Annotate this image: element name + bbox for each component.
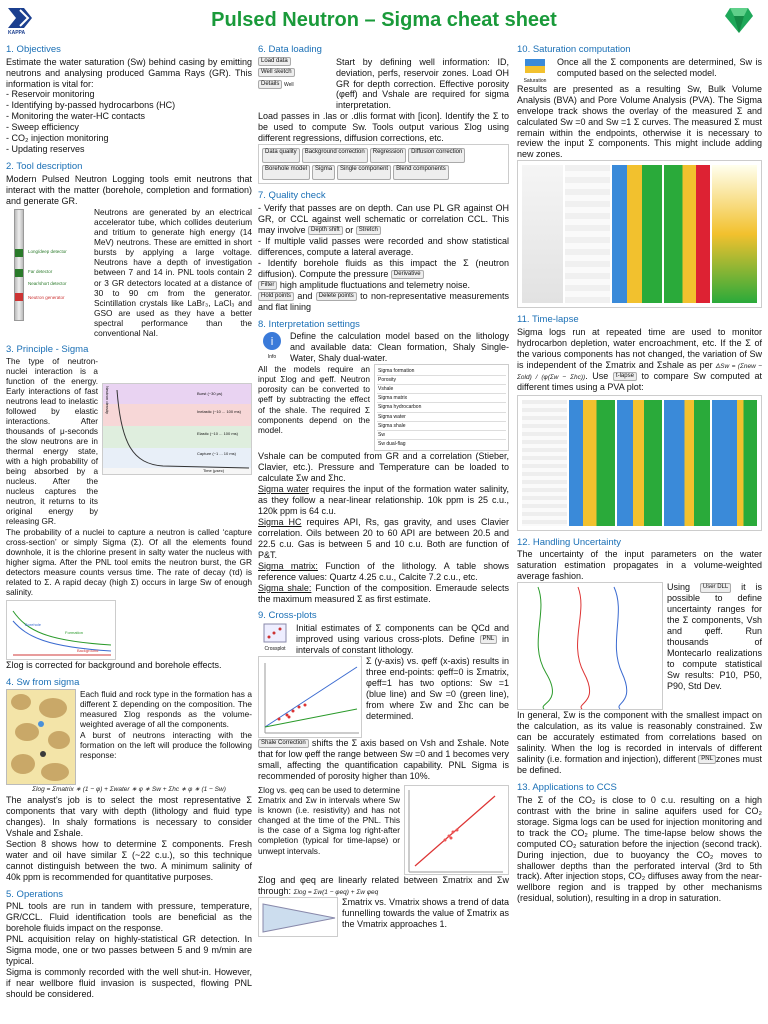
column-2 xyxy=(258,44,509,943)
paragraph: high amplitude fluctuations and telemetry noise. xyxy=(279,279,470,290)
well-sketch-button[interactable]: Well sketch xyxy=(258,68,295,77)
workflow-step: Single component xyxy=(337,165,391,180)
uncertainty-log-plot xyxy=(517,582,663,710)
crossplot-label: Crossplot xyxy=(264,646,286,653)
paragraph: shifts the Σ axis based on Vsh and Σshale. Note that for low φeff the range between Sw =0 and 1 becomes very small, affecting the quantification capability. PNL Sigma is recommended of porosity higher than 10%. xyxy=(258,737,509,781)
paragraph: Each fluid and rock type in the formation has a different Σ depending on the composition. The measured Σlog responds as the volume-weighted average of all the components. xyxy=(80,689,252,730)
bullet: - Sweep efficiency xyxy=(6,122,79,133)
depth-shift-button[interactable]: Depth shift xyxy=(308,226,343,235)
paragraph: Once all the Σ components are determined, Sw is computed based on the selected model. xyxy=(557,56,762,78)
sigma-log-equation: Σlog = Σmatrix ∗ (1 − φ) + Σwater ∗ φ ∗ Sw + Σhc ∗ φ ∗ (1 − Sw) xyxy=(32,786,226,794)
linear-equation: Σlog = Σw(1 − φeq) + Σw φeq xyxy=(293,888,379,896)
paragraph: - Identify borehole fluids as this impact the Σ (neutron diffusion). Compute the pressure xyxy=(258,257,509,279)
paragraph: Function of the composition. Emeraude selects the maximum measured Σ as first estimate. xyxy=(258,582,509,604)
connector-text: . Use xyxy=(585,370,609,381)
term: Sigma shale: xyxy=(258,582,312,593)
paragraph: PNL acquisition relay on highly-statistical GR detection. In Sigma mode, one or two passes between 5 and 9 m/min are typical. xyxy=(6,934,252,967)
section-heading: 13. Applications to CCS xyxy=(517,782,617,794)
neutron-density-chart xyxy=(102,383,252,475)
page-title: Pulsed Neutron – Sigma cheat sheet xyxy=(211,9,557,31)
paragraph: in intervals of constant lithology. xyxy=(296,634,509,655)
diagram-label: Neutron generator xyxy=(28,294,65,300)
connector-text: and xyxy=(297,290,313,301)
workflow-diagram xyxy=(258,144,509,184)
connector-text: Using xyxy=(667,582,691,593)
paragraph: PNL tools are run in tandem with pressure, temperature, GR/CCL. Fluid identification tools are beneficial as the borehole fluids impact on the response. xyxy=(6,901,252,934)
section-cross-plots xyxy=(258,610,509,936)
paragraph: Results are presented as a resulting Sw, Bulk Volume Analysis (BVA) and Pore Volume Analysis (PVA). The Sigma envelope track shows the overlay of the measured Σ and calculated Sw =0 and Sw =1 Σ curves. The measured Σ must remain within the endpoints, otherwise it is necessary to review the input Σ components. This might include adding new zones. xyxy=(517,83,762,160)
section-saturation-computation xyxy=(517,44,762,308)
bullet: - CO₂ injection monitoring xyxy=(6,133,109,144)
paragraph: zones must be defined. xyxy=(517,754,762,776)
chart-label: Background xyxy=(77,647,99,653)
paragraph: requires API, Rs, gas gravity, and uses Clavier correlation. Oils between 20 to 60 API are between 20.5 and 22.5 c.u. Gas is between 5 and 10 c.u. Both are function of P&T. xyxy=(258,516,510,560)
section-heading: 2. Tool description xyxy=(6,161,83,173)
section-heading: 10. Saturation computation xyxy=(517,44,631,55)
sigma-porosity-crossplot xyxy=(258,656,362,738)
time-lapse-pva-plot xyxy=(517,395,762,531)
paragraph: The type of neutron-nuclei interaction is a function of the energy. Early interactions of fast neutrons lead to inelastic followed by elastic interactions. After thousands of μ-seconds the slow neutrons are in thermal energy state, with a high probability of being absorbed by a nucleus. After the nucleus captures the neutron, it returns to its original energy by releasing GR. xyxy=(6,356,98,526)
tool-diagram xyxy=(6,207,90,325)
section-ccs xyxy=(517,782,762,904)
chart-label: Borehole xyxy=(25,621,42,627)
counts-vs-time-chart xyxy=(6,600,116,660)
paragraph: Σlog is corrected for background and borehole effects. xyxy=(6,659,222,670)
paragraph: Sigma is commonly recorded with the well shut-in. However, if near wellbore fluid invasion is suspected, flowing PNL should be considered. xyxy=(6,967,252,1000)
paragraph: Σmatrix vs. Vmatrix shows a trend of data funnelling towards the value of Σmatrix as the Vmatrix approaches 1. xyxy=(342,896,509,929)
settings-table xyxy=(374,364,509,451)
section-heading: 3. Principle - Sigma xyxy=(6,344,89,356)
paragraph: The uncertainty of the input parameters on the water saturation estimation propagates in a volume-weighted average fashion. xyxy=(517,549,762,582)
table-row: Sw xyxy=(377,431,506,440)
info-label: Info xyxy=(267,354,277,361)
term: Sigma water xyxy=(258,483,309,494)
decay-curve xyxy=(103,384,252,475)
connector-text: or xyxy=(345,224,354,235)
paragraph: Σlog vs. φeq can be used to determine Σmatrix and Σw in intervals where Sw is known (i.e. resistivity) and has not changed at the time of the PNL. This is the case of a Sigma log right-after completion (typical for time-lapse) or unwept intervals. xyxy=(258,784,400,856)
workflow-step: Data quality xyxy=(262,148,300,163)
column-3 xyxy=(517,44,762,910)
pnl-zones-button[interactable]: PNL xyxy=(698,755,716,764)
paragraph: The analyst’s job is to select the most representative Σ components that vary with depth (lithology and fluid type changes). In shaly formations is necessary to consider Vshale and Σshale. xyxy=(6,795,252,838)
chart-label: Time (μsec) xyxy=(203,467,225,473)
section-heading: 11. Time-lapse xyxy=(517,314,579,326)
section-heading: 1. Objectives xyxy=(6,44,61,55)
table-row: Sw dual-flag xyxy=(378,440,406,447)
paragraph: Load passes in .las or .dlis format with [icon]. Identify the Σ to be used to compute Sw. Tools output various Σlog using different regressions, diffusion corrections, etc. xyxy=(258,111,509,144)
section-interpretation-settings xyxy=(258,319,509,605)
section-handling-uncertainty xyxy=(517,537,762,776)
chart-label: Elastic (~10 ... 100 ms) xyxy=(197,430,239,436)
paragraph: Vshale can be computed from GR and a correlation (Stieber, Clavier, etc.). Pressure and Temperature can be loaded to calculate Σw and Σhc. xyxy=(258,450,509,483)
chart-label: Inelastic (~10 ... 100 ms) xyxy=(197,408,241,414)
section-sw-from-sigma xyxy=(6,677,252,883)
saturation-icon[interactable] xyxy=(523,57,547,75)
section-operations xyxy=(6,889,252,1000)
paragraph: The probability of a nuclei to capture a neutron is called ‘capture cross-section’ or simply Sigma (Σ). Of all the elements found downhole, it is the chlorine present in salty water the nucleus with higher sigma. After the PNL tool emits the neutron burst, the GR detectors measure counts versus time. The rate of decay (τd) is related to Σ. A rapid decay (high Σ) occurs in large Sw of enough salinity. xyxy=(6,526,252,598)
table-row: Porosity xyxy=(377,376,506,385)
stretch-button[interactable]: Stretch xyxy=(356,226,381,235)
header xyxy=(0,0,768,40)
section-time-lapse xyxy=(517,314,762,530)
filter-button[interactable]: Filter xyxy=(258,281,277,290)
paragraph: Σ (y-axis) vs. φeff (x-axis) results in three end-points: φeff=0 is Σmatrix, φeff=1 has two options: Sw =1 (blue line) and Sw =0 (green line), from where Σw and Σhc can be determined. xyxy=(366,655,509,721)
derivative-button[interactable]: Derivative xyxy=(391,270,424,279)
paragraph: to compare Sw computed at different times using a PVA plot: xyxy=(517,370,762,392)
paragraph: The Σ of the CO₂ is close to 0 c.u. resulting on a high contrast with the brine in saline aquifers used for CO₂ storage. Sigma logs can be used for injection monitoring and to track the CO₂ plume. The time-lapse below shows the computed CO₂ saturation before the injection (second track). During injection, due to buoyancy the CO₂ moves to shallower depths than the perforated interval (3rd to 5th track). After injection stops, CO₂ diffuses away from the near-wellbore region and is trapped by other mechanisms (residual, solution), resulting in a drop in saturation. xyxy=(517,794,762,904)
saturation-log-plot xyxy=(517,160,762,308)
section-heading: 12. Handling Uncertainty xyxy=(517,536,622,548)
paragraph: - If multiple valid passes were recorded and show statistical differences, compute a lateral average. xyxy=(258,235,509,257)
diagram-label: Far detector xyxy=(28,268,53,274)
section-heading: 6. Data loading xyxy=(258,44,322,55)
chart-label: Neutron density xyxy=(104,385,110,414)
matrix-funnel-crossplot xyxy=(258,897,338,937)
workflow-step: Diffusion correction xyxy=(408,148,465,163)
info-icon[interactable] xyxy=(262,331,282,351)
table-row: Vshale xyxy=(377,385,506,394)
paragraph: Neutrons are generated by an electrical accelerator tube, which collides deuterium and tritium to generate high energy (14 MeV) neutrons. These are emitted in short bursts by applying a large voltage. Neutrons have a depth of investigation between 7 and 14 in. PNL tools contain 2 or 3 GR detectors located at a distance of 30 to 90 cm from the generator. Scintillation crystals like LaBr₃, LaCl₃ and GSO are used as they have a better spectral performance than the conventional NaI. xyxy=(94,206,252,339)
paragraph: Modern Pulsed Neutron Logging tools emit neutrons that interact with the matter (borehole, completion and formation) and generate GR. xyxy=(6,173,252,206)
paragraph: A burst of neutrons interacting with the formation on the left will produce the following response: xyxy=(80,729,252,760)
chart-label: Capture (~1 ... 10 ms) xyxy=(197,450,237,456)
paragraph: Function of the lithology. A table shows reference values: Quartz 4.25 c.u., Calcite 7.2 c.u., etc. xyxy=(258,560,510,582)
section-quality-check xyxy=(258,190,509,312)
data-loading-toolbar xyxy=(258,57,332,112)
user-dll-button[interactable]: User DLL xyxy=(700,583,731,592)
table-row: Sigma formation xyxy=(377,367,506,376)
paragraph: Σlog and φeq are linearly related between Σmatrix and Σw through: xyxy=(258,874,509,896)
crossplot-icon[interactable] xyxy=(263,623,287,643)
time-lapse-button[interactable]: t-lapse xyxy=(613,372,637,381)
section-heading: 8. Interpretation settings xyxy=(258,318,360,330)
workflow-step: Background correction xyxy=(302,148,368,163)
section-heading: 9. Cross-plots xyxy=(258,610,317,622)
pnl-zone-button[interactable]: PNL xyxy=(480,635,498,644)
delta-sw-equation: ΔSw = (Σnew − Σold) / (φ(Σw − Σhc)) xyxy=(517,362,762,381)
table-row: Sigma shale xyxy=(377,422,506,431)
chart-label: Formation xyxy=(65,629,84,635)
paragraph: requires the input of the formation water salinity, as they follow a near-linear relationship. 10k ppm is 25 c.u., 120k ppm is 64 c.u. xyxy=(258,483,509,516)
paragraph: Estimate the water saturation (Sw) behind casing by emitting neutrons and analysing produced Gamma Rays (GR). This information is vital for: xyxy=(6,56,252,89)
section-principle-sigma xyxy=(6,344,252,670)
workflow-step: Regression xyxy=(370,148,406,163)
details-button[interactable]: Details xyxy=(258,80,282,89)
paragraph: In general, Σw is the component with the smallest impact on the calculation, as its value is reasonably constrained. Σw can be accurately estimated from correlations based on salinity. When the log is recorded in intervals of different salinity (i.e. formation and injection), different xyxy=(517,710,762,765)
bullet: - Monitoring the water-HC contacts xyxy=(6,111,146,122)
diagram-label: Long/deep detector xyxy=(28,248,67,254)
diagram-label: Near/short detector xyxy=(28,280,67,286)
table-row: Sigma water xyxy=(377,413,506,422)
saturation-label: Saturation xyxy=(523,77,547,84)
section-heading: 4. Sw from sigma xyxy=(6,676,80,688)
delete-points-button[interactable]: Delete points xyxy=(316,292,357,301)
logo-text: KAPPA xyxy=(8,30,26,36)
paragraph: to non-representative measurements and flat lining xyxy=(258,290,509,312)
svg-text:i: i xyxy=(270,335,274,349)
workflow-step: Blend components xyxy=(393,165,449,180)
shale-correction-button[interactable]: Shale Correction xyxy=(258,739,309,748)
bullet: - Identifying by-passed hydrocarbons (HC) xyxy=(6,100,176,111)
paragraph: it is possible to define uncertainty ranges for the Σ components, Vsh and φeff. Run thousands of Montecarlo realizations to compute statistical Sw results: P10, P50, P90, Std Dev. xyxy=(667,582,762,692)
workflow-step: Sigma xyxy=(312,165,335,180)
sigma-phieq-crossplot xyxy=(404,785,509,875)
section-objectives xyxy=(6,44,252,155)
column-1 xyxy=(6,44,252,1006)
section-data-loading xyxy=(258,44,509,184)
section-heading: 7. Quality check xyxy=(258,190,326,202)
paragraph: - Verify that passes are on depth. Can use PL GR against OH GR, or CCL against well schematic or correlation CCL. This may involve xyxy=(258,202,509,235)
emerald-gem-icon xyxy=(724,6,754,34)
term: Sigma matrix: xyxy=(258,560,318,571)
paragraph: Sigma logs run at repeated time are used to monitor hydrocarbon depletion, water encroachment, etc. If the Σ of the various components has not changed, the variation of Sw is independent of the Σmatrix and Σshale as per xyxy=(517,327,762,370)
group-label: Well xyxy=(284,81,294,88)
bullet: - Updating reserves xyxy=(6,144,85,155)
paragraph: Initial estimates of Σ components can be QCd and improved using various cross-plots. Define xyxy=(296,623,509,645)
section-tool-description xyxy=(6,161,252,338)
table-row: Sigma matrix xyxy=(377,394,506,403)
paragraph: All the models require an input Σlog and φeff. Neutron porosity can be converted to φeff by subtracting the effect of the shale. The required Σ components depend on the model. xyxy=(258,364,370,435)
hold-points-button[interactable]: Hold points xyxy=(258,292,294,301)
workflow-step: Borehole model xyxy=(262,165,310,180)
chart-label: Burst (~30 μs) xyxy=(197,390,223,396)
rock-grains-diagram xyxy=(6,689,76,785)
section-heading: 5. Operations xyxy=(6,888,64,900)
load-data-button[interactable]: Load data xyxy=(258,57,291,66)
term: Sigma HC xyxy=(258,516,302,527)
paragraph: Define the calculation model based on the lithology and available data: Clean formation, Shaly Single-Water, Shaly dual-water. xyxy=(290,331,509,364)
bullet: - Reservoir monitoring xyxy=(6,89,95,100)
paragraph: Start by defining well information: ID, deviation, perfs, reservoir zones. Load OH GR for depth correction. Effective porosity (φeff) and Vshale are required for sigma interpretation. xyxy=(336,56,509,111)
paragraph: Section 8 shows how to determine Σ components. Fresh water and oil have similar Σ (~22 c.u.), so this technique cannot distinguish between the two. A minimum salinity of 40k ppm is recommended for quantitative purposes. xyxy=(6,838,252,882)
table-row: Sigma hydrocarbon xyxy=(377,403,506,412)
